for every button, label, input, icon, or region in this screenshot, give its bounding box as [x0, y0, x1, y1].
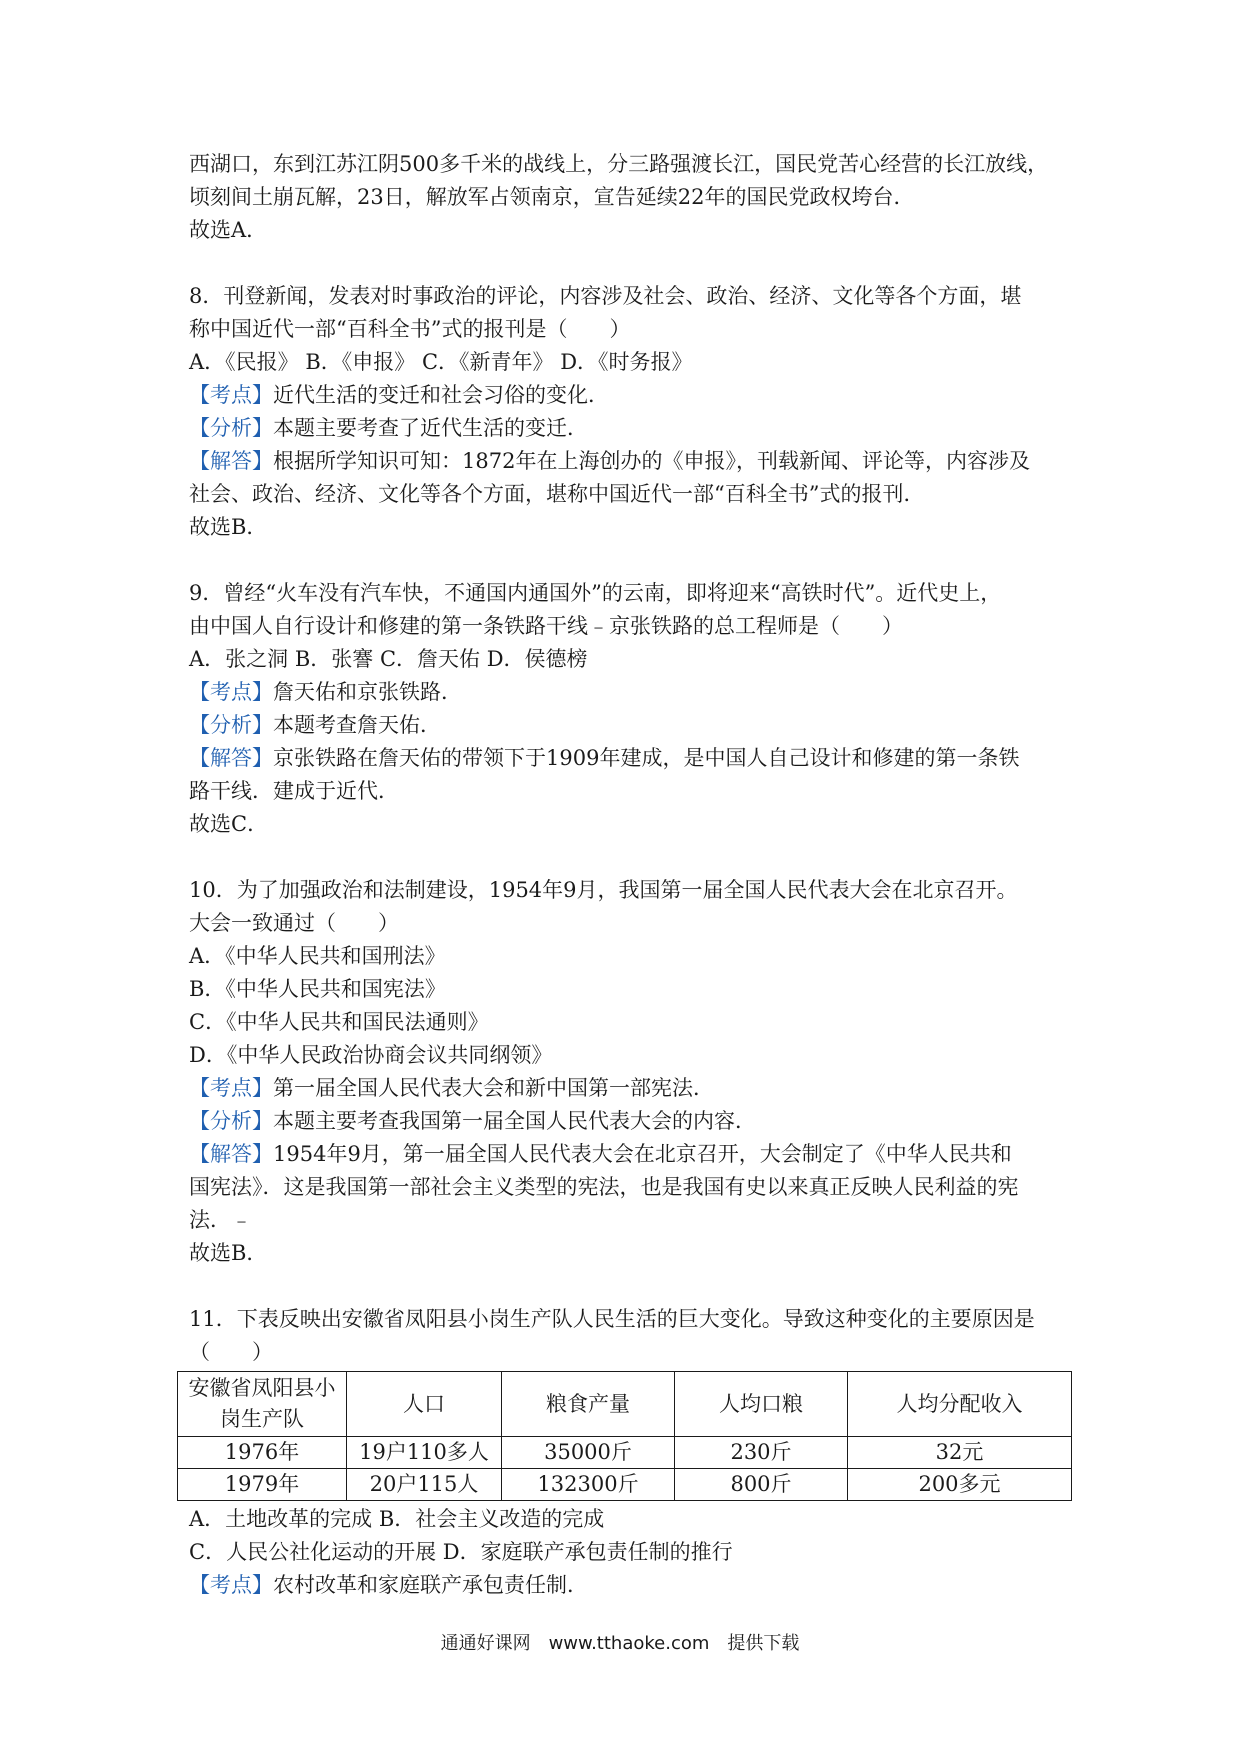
table-header-cell: 人均口粮 — [675, 1372, 848, 1437]
document-body — [189, 148, 1069, 1602]
table-header-cell — [178, 1372, 347, 1437]
kaodian-tag: 【考点】 — [189, 1076, 273, 1100]
option-c: C．《中华人民共和国民法通则》 — [189, 1010, 489, 1034]
question-9 — [189, 577, 1069, 841]
question-stem: 9．曾经“火车没有汽车快，不通国内通国外”的云南，即将迎来“高铁时代”。近代史上， — [189, 581, 1002, 605]
table-header-cell: 粮食产量 — [502, 1372, 675, 1437]
table-cell: 132300斤 — [502, 1469, 675, 1501]
table-cell: 20户115人 — [347, 1469, 502, 1501]
question-stem: 称中国近代一部“百科全书”式的报刊是（ ） — [189, 317, 631, 341]
question-8 — [189, 280, 1069, 544]
fenxi-tag: 【分析】 — [189, 1109, 273, 1133]
question-stem: 10．为了加强政治和法制建设，1954年9月，我国第一届全国人民代表大会在北京召开。 — [189, 878, 1018, 902]
kaodian-tag: 【考点】 — [189, 383, 273, 407]
question-11 — [189, 1303, 1069, 1602]
xiaogang-table — [177, 1371, 1072, 1501]
jieda-tag: 【解答】 — [189, 746, 273, 770]
option-d: D．《中华人民政治协商会议共同纲领》 — [189, 1043, 553, 1067]
jieda-tag: 【解答】 — [189, 1142, 273, 1166]
jieda-text: 京张铁路在詹天佑的带领下于1909年建成，是中国人自己设计和修建的第一条铁 — [273, 746, 1020, 770]
kaodian-text: 詹天佑和京张铁路． — [273, 680, 462, 704]
question-10 — [189, 874, 1069, 1270]
table-cell: 230斤 — [675, 1437, 848, 1469]
intro-line: 顷刻间土崩瓦解，23日，解放军占领南京，宣告延续22年的国民党政权垮台． — [189, 185, 915, 209]
table-cell: 200多元 — [848, 1469, 1072, 1501]
fenxi-text: 本题考查詹天佑． — [273, 713, 441, 737]
answer-line: 故选C． — [189, 812, 269, 836]
table-cell: 35000斤 — [502, 1437, 675, 1469]
table-cell: 32元 — [848, 1437, 1072, 1469]
table-row — [178, 1469, 1072, 1501]
jieda-text: 根据所学知识可知：1872年在上海创办的《申报》，刊载新闻、评论等，内容涉及 — [273, 449, 1030, 473]
question-options: A．《民报》 B．《申报》 C．《新青年》 D．《时务报》 — [189, 350, 693, 374]
table-cell: 1979年 — [178, 1469, 347, 1501]
table-cell: 1976年 — [178, 1437, 347, 1469]
intro-line: 西湖口，东到江苏江阴500多千米的战线上，分三路强渡长江，国民党苦心经营的长江放线， — [189, 152, 1049, 176]
header-line: 岗生产队 — [220, 1407, 304, 1431]
jieda-line — [189, 445, 1069, 478]
question-stem: 大会一致通过（ ） — [189, 911, 399, 935]
jieda-line — [189, 1138, 1069, 1171]
table-row — [178, 1437, 1072, 1469]
kaodian-text: 第一届全国人民代表大会和新中国第一部宪法． — [273, 1076, 714, 1100]
kaodian-tag: 【考点】 — [189, 1573, 273, 1597]
jieda-text: 1954年9月，第一届全国人民代表大会在北京召开，大会制定了《中华人民共和 — [273, 1142, 1012, 1166]
table-cell: 19户110多人 — [347, 1437, 502, 1469]
fenxi-text: 本题主要考查了近代生活的变迁． — [273, 416, 588, 440]
jieda-text: 法．﹣ — [189, 1208, 252, 1232]
jieda-text: 路干线．建成于近代． — [189, 779, 399, 803]
kaodian-text: 近代生活的变迁和社会习俗的变化． — [273, 383, 609, 407]
kaodian-line — [189, 1072, 1069, 1105]
question-options: C．人民公社化运动的开展 D．家庭联产承包责任制的推行 — [189, 1540, 733, 1564]
table-cell: 800斤 — [675, 1469, 848, 1501]
question-stem: 11．下表反映出安徽省凤阳县小岗生产队人民生活的巨大变化。导致这种变化的主要原因是 — [189, 1307, 1035, 1331]
question-stem: 8．刊登新闻，发表对时事政治的评论，内容涉及社会、政治、经济、文化等各个方面，堪 — [189, 284, 1022, 308]
option-a: A．《中华人民共和国刑法》 — [189, 944, 446, 968]
jieda-text: 国宪法》．这是我国第一部社会主义类型的宪法，也是我国有史以来真正反映人民利益的宪 — [189, 1175, 1019, 1199]
fenxi-text: 本题主要考查我国第一届全国人民代表大会的内容． — [273, 1109, 756, 1133]
option-b: B．《中华人民共和国宪法》 — [189, 977, 446, 1001]
table-header-cell: 人口 — [347, 1372, 502, 1437]
fenxi-tag: 【分析】 — [189, 713, 273, 737]
question-options: A．张之洞 B．张謇 C．詹天佑 D．侯德榜 — [189, 647, 588, 671]
answer-line: 故选B． — [189, 1241, 268, 1265]
answer-line: 故选B． — [189, 515, 268, 539]
intro-answer: 故选A． — [189, 218, 268, 242]
header-line: 安徽省凤阳县小 — [188, 1376, 336, 1400]
table-header-cell: 人均分配收入 — [848, 1372, 1072, 1437]
fenxi-line — [189, 709, 1069, 742]
jieda-line — [189, 742, 1069, 775]
question-stem: （ ） — [189, 1340, 273, 1364]
table-header-row — [178, 1372, 1072, 1437]
fenxi-line — [189, 1105, 1069, 1138]
fenxi-line — [189, 412, 1069, 445]
kaodian-line — [189, 676, 1069, 709]
question-options: A．土地改革的完成 B．社会主义改造的完成 — [189, 1507, 605, 1531]
kaodian-line — [189, 379, 1069, 412]
kaodian-tag: 【考点】 — [189, 680, 273, 704]
kaodian-line — [189, 1569, 1069, 1602]
fenxi-tag: 【分析】 — [189, 416, 273, 440]
jieda-tag: 【解答】 — [189, 449, 273, 473]
kaodian-text: 农村改革和家庭联产承包责任制． — [273, 1573, 588, 1597]
page-footer: 通通好课网 www.tthaoke.com 提供下载 — [440, 1633, 800, 1654]
question-stem: 由中国人自行设计和修建的第一条铁路干线﹣京张铁路的总工程师是（ ） — [189, 614, 903, 638]
jieda-text: 社会、政治、经济、文化等各个方面，堪称中国近代一部“百科全书”式的报刊． — [189, 482, 925, 506]
